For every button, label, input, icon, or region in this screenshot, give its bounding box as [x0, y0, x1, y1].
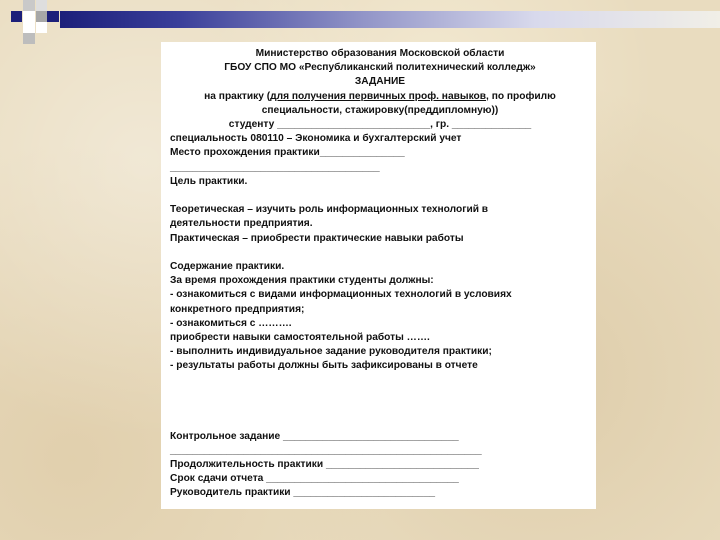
list-item: приобрести навыки самостоятельной работы ……. [170, 332, 430, 344]
list-item: - ознакомиться с видами информационных технологий в условиях [170, 289, 512, 301]
practical-goal: Практическая – приобрести практические навыки работы [170, 232, 464, 244]
practice-type-line-2: специальности, стажировку(преддипломную)) [261, 104, 499, 116]
deco-square [23, 22, 35, 33]
list-item: - результаты работы должны быть зафиксированы в отчете [170, 360, 478, 372]
ministry-heading: Министерство образования Московской области [255, 48, 505, 59]
task-title: ЗАДАНИЕ [354, 76, 406, 88]
practice-suffix: по профилю [488, 90, 556, 102]
list-item: - выполнить индивидуальное задание руководителя практики; [170, 346, 492, 358]
practice-place-line-2: _____________________________________ [170, 161, 380, 173]
specialty-line: специальность 080110 – Экономика и бухгалтерский учет [170, 133, 462, 145]
list-item: - ознакомиться с ………. [170, 317, 292, 329]
deco-square [23, 0, 35, 11]
title-decoration [0, 0, 720, 46]
deco-square [23, 11, 35, 22]
content-intro: За время прохождения практики студенты должны: [170, 275, 434, 287]
deco-square [36, 0, 47, 11]
title-gradient-bar [60, 11, 720, 28]
practice-type-line [170, 90, 590, 104]
deco-square [23, 33, 35, 44]
supervisor: Руководитель практики _________________________ [170, 487, 436, 499]
deco-square [36, 11, 47, 22]
deco-square [11, 11, 22, 22]
assignment-document [161, 42, 596, 509]
list-item: конкретного предприятия; [170, 303, 305, 315]
content-title: Содержание практики. [170, 261, 285, 273]
control-task-line-2: _______________________________________________________ [170, 444, 482, 456]
practice-prefix: на практику ( [204, 90, 271, 102]
practice-place: Место прохождения практики_______________ [170, 147, 405, 159]
theory-goal: Теоретическая – изучить роль информационных технологий в [170, 204, 489, 216]
deco-square [36, 22, 47, 33]
duration: Продолжительность практики ___________________________ [170, 459, 479, 471]
report-deadline: Срок сдачи отчета __________________________________ [170, 473, 459, 485]
college-heading: ГБОУ СПО МО «Республиканский политехнический колледж» [224, 62, 536, 74]
deco-square [47, 11, 59, 22]
student-line: студенту ___________________________, гр. ______________ [228, 119, 532, 131]
practice-type: для получения первичных проф. навыков, [270, 90, 489, 102]
goal-title: Цель практики. [170, 175, 248, 187]
theory-goal-2: деятельности предприятия. [170, 218, 313, 230]
control-task: Контрольное задание _______________________________ [170, 430, 459, 442]
